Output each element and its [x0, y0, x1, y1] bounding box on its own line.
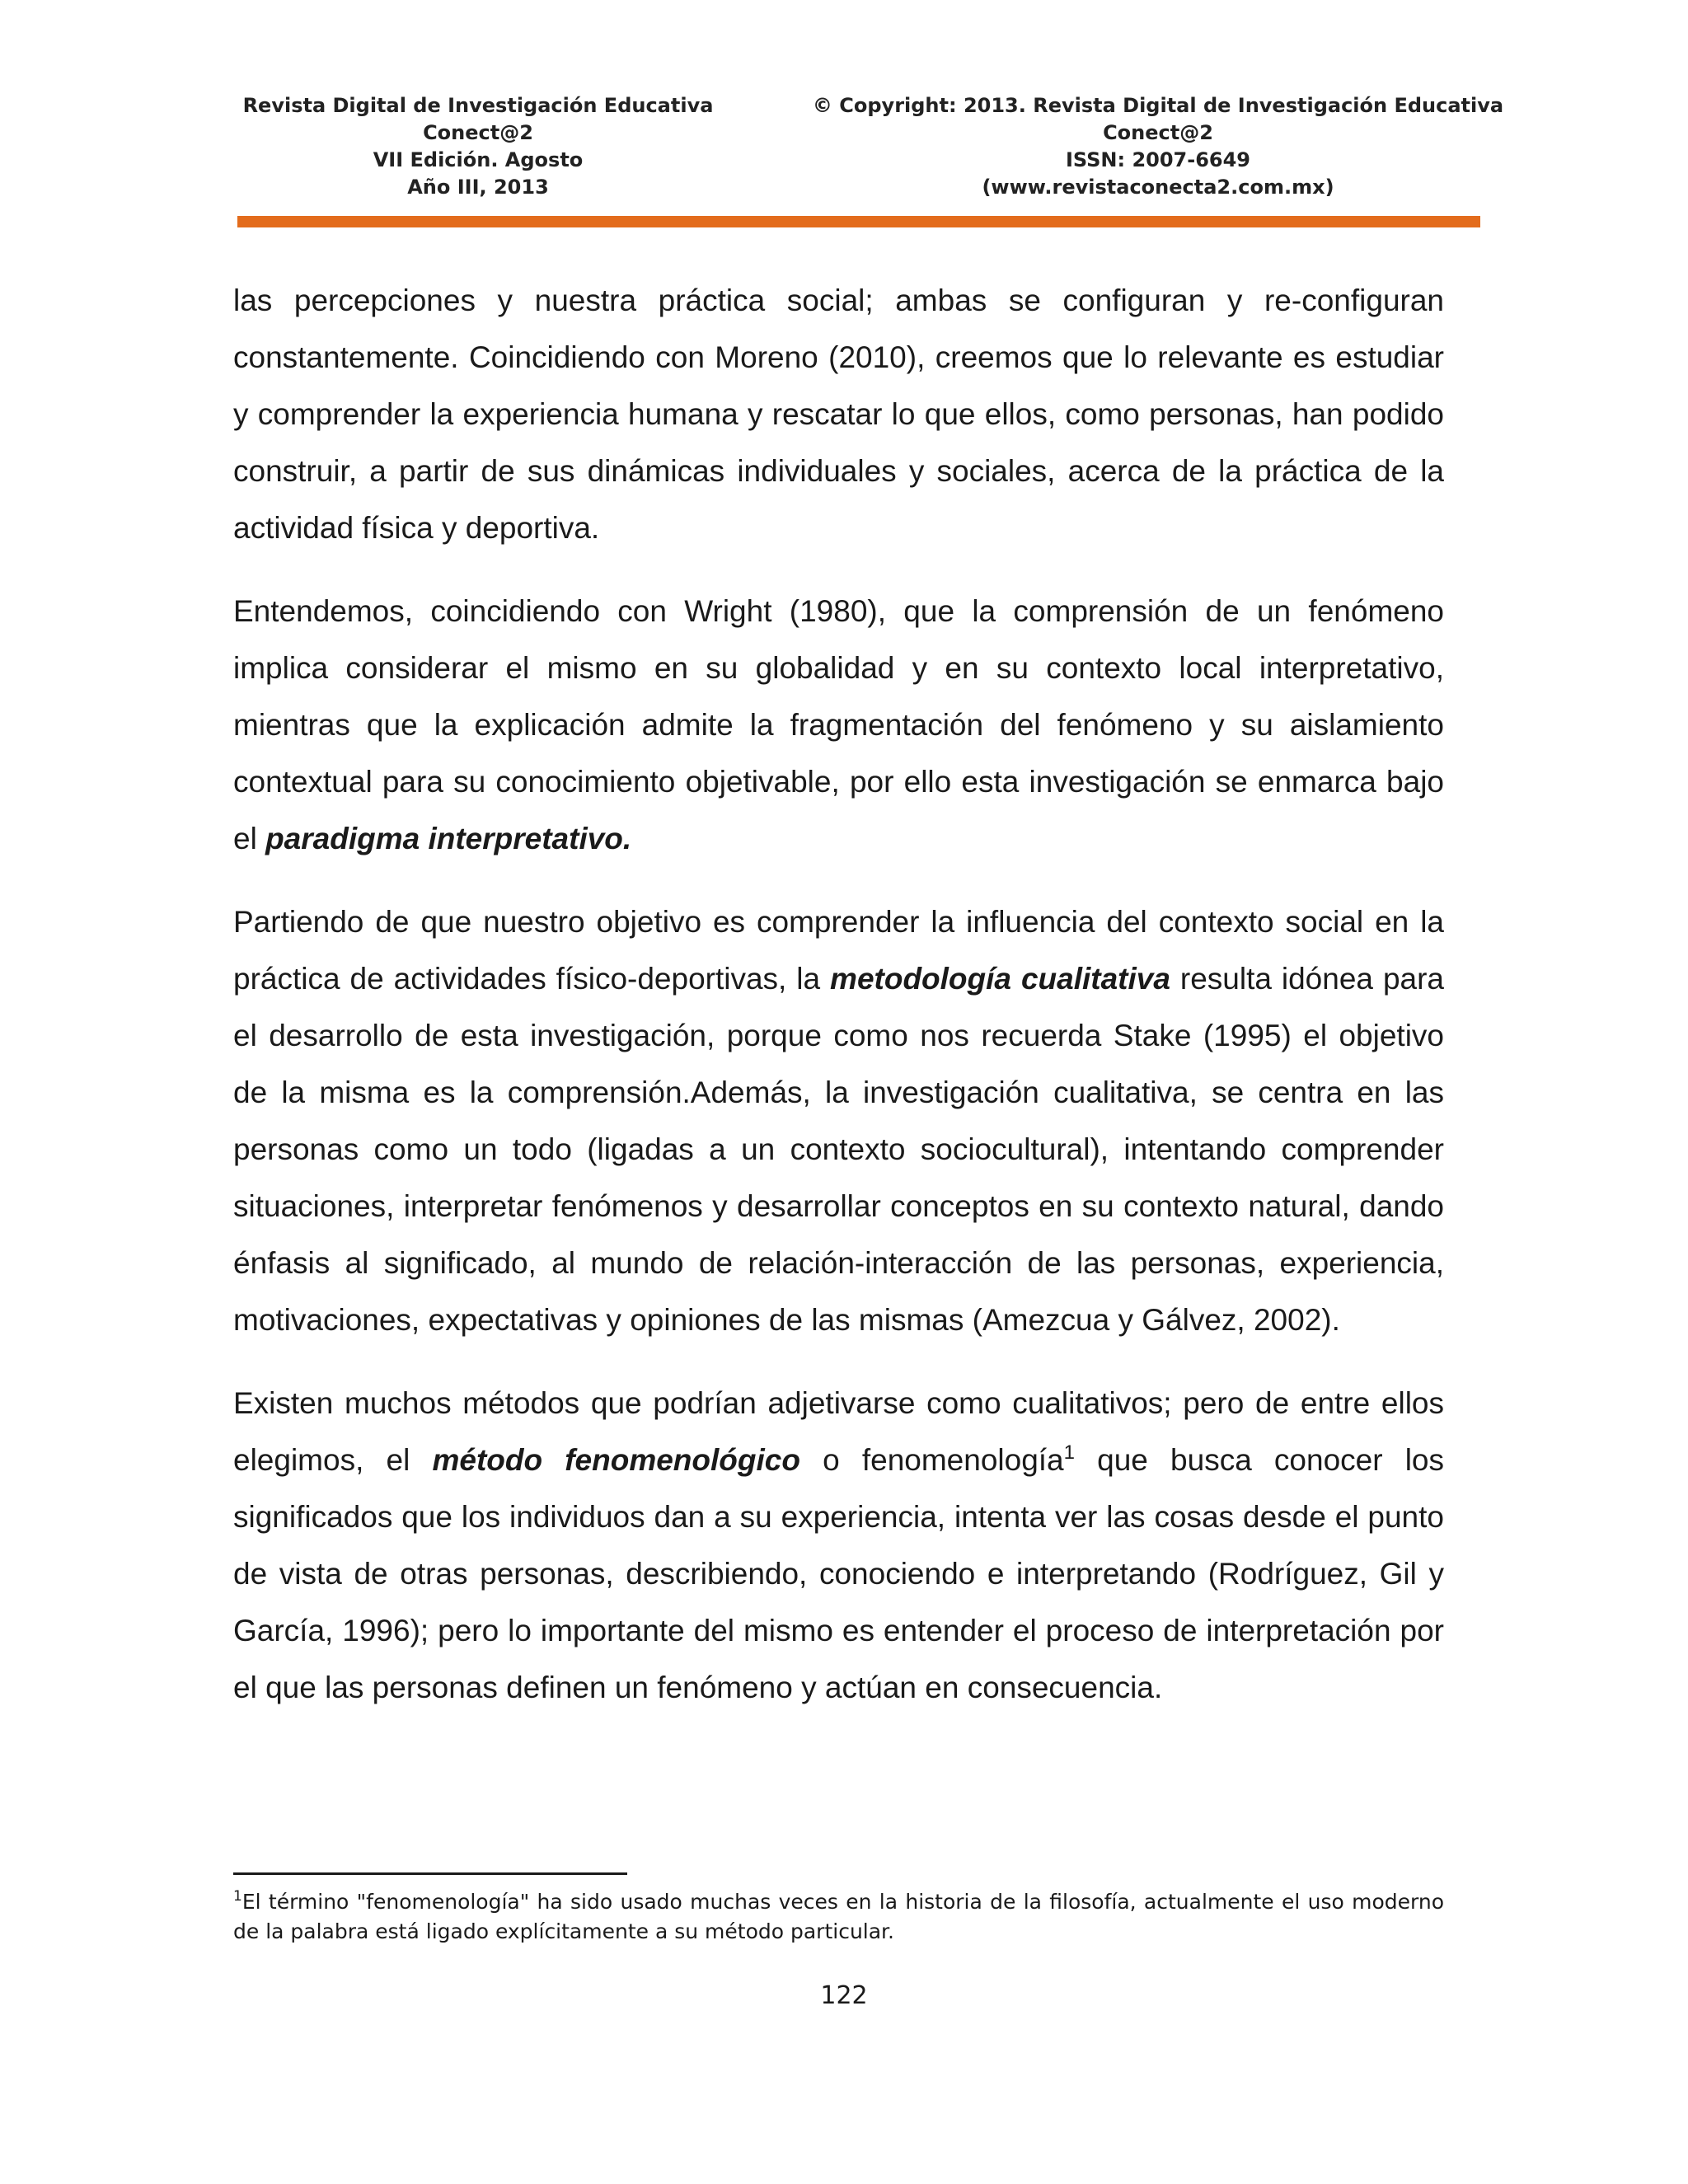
paragraph-1	[233, 272, 1444, 556]
paragraph-2-emphasis: paradigma interpretativo.	[265, 822, 632, 855]
paragraph-2	[233, 583, 1444, 867]
paragraph-3-emphasis: metodología cualitativa	[830, 962, 1170, 996]
edition: VII Edición. Agosto	[373, 148, 584, 171]
journal-name: Revista Digital de Investigación Educativa	[242, 94, 714, 117]
issn: ISSN: 2007-6649	[1065, 148, 1250, 171]
body-text	[233, 272, 1444, 1742]
journal-short-name-right: Conect@2	[1103, 121, 1213, 144]
paragraph-2-text: Entendemos, coincidiendo con Wright (1980), que la comprensión de un fenómeno implica considerar el mismo en su globalidad y en su contexto local interpretativo, mientras que la explicación admite la fragmentación del fenómeno y su aislamiento contextual para su conocimiento objetivable, por ello esta investigación se enmarca bajo el	[233, 594, 1444, 855]
paragraph-4-text-middle: o fenomenología	[799, 1443, 1064, 1477]
journal-short-name: Conect@2	[423, 121, 533, 144]
website: (www.revistaconecta2.com.mx)	[982, 176, 1334, 199]
footnote-marker: 1	[233, 1888, 242, 1905]
copyright: © Copyright: 2013. Revista Digital de Investigación Educativa	[812, 94, 1504, 117]
footnote-divider	[233, 1872, 627, 1875]
paragraph-1-text: las percepciones y nuestra práctica social; ambas se configuran y re-configuran constantemente. Coincidiendo con Moreno (2010), creemos que lo relevante es estudiar y comprender la experiencia humana y rescatar lo que ellos, como personas, han podido construir, a partir de sus dinámicas individuales y sociales, acerca de la práctica de la actividad física y deportiva.	[233, 284, 1444, 545]
paragraph-3-text-start: Partiendo de que nuestro objetivo es comprender la influencia del contexto social en la práctica de actividades físico-deportivas, la	[233, 905, 1444, 996]
footnote-reference[interactable]: 1	[1063, 1441, 1075, 1464]
journal-header-left	[239, 92, 717, 201]
paragraph-4-text-start: Existen muchos métodos que podrían adjetivarse como cualitativos; pero de entre ellos elegimos, el	[233, 1386, 1444, 1477]
journal-header-right	[808, 92, 1508, 201]
paragraph-3-text-end: resulta idónea para el desarrollo de esta investigación, porque como nos recuerda Stake (1995) el objetivo de la misma es la comprensión.Además, la investigación cualitativa, se centra en las personas como un todo (ligadas a un contexto sociocultural), intentando comprender situaciones, interpretar fenómenos y desarrollar conceptos en su contexto natural, dando énfasis al significado, al mundo de relación-interacción de las personas, experiencia, motivaciones, expectativas y opiniones de las mismas (Amezcua y Gálvez, 2002).	[233, 962, 1444, 1337]
paragraph-4	[233, 1375, 1444, 1716]
footnote	[233, 1887, 1444, 1947]
paragraph-4-text-end: que busca conocer los significados que los individuos dan a su experiencia, intenta ver las cosas desde el punto de vista de otras personas, describiendo, conociendo e interpretando (Rodríguez, Gil y García, 1996); pero lo importante del mismo es entender el proceso de interpretación por el que las personas definen un fenómeno y actúan en consecuencia.	[233, 1443, 1445, 1704]
footnote-text: El término "fenomenología" ha sido usado muchas veces en la historia de la filosofía, actualmente el uso moderno de la palabra está ligado explícitamente a su método particular.	[233, 1890, 1444, 1943]
paragraph-3	[233, 893, 1444, 1348]
year: Año III, 2013	[407, 176, 549, 199]
page-number: 122	[820, 1981, 868, 2010]
header-divider	[237, 216, 1480, 227]
paragraph-4-emphasis: método fenomenológico	[432, 1443, 800, 1477]
